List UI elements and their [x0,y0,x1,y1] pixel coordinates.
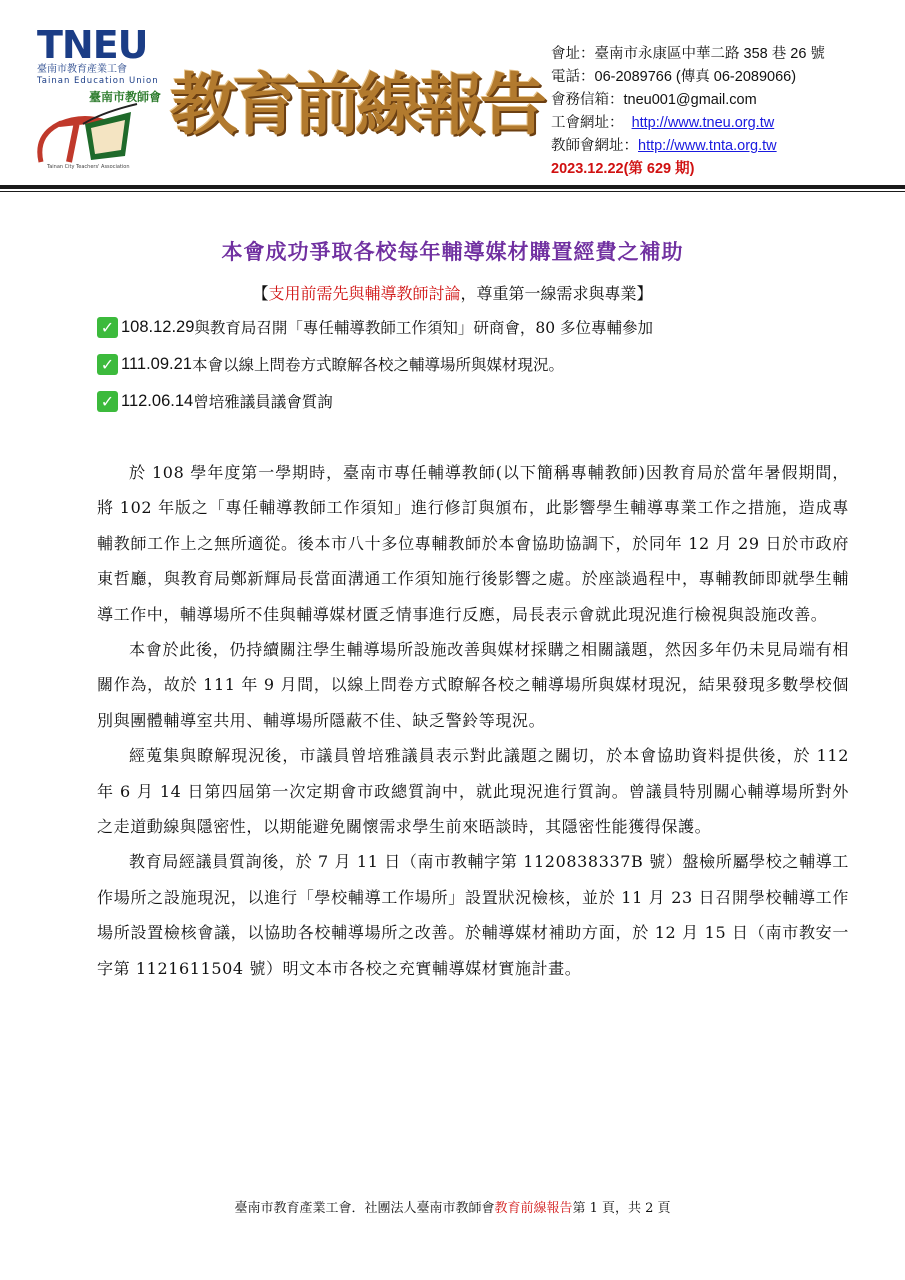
body-paragraph: 本會於此後，仍持續關注學生輔導場所設施改善與媒材採購之相關議題，然因多年仍未見局端有相關作為，故於 111 年 9 月間，以線上問卷方式瞭解各校之輔導場所與媒材現況，結果發現多數學校個別與團體輔導室共用、輔導場所隱蔽不佳、缺乏警鈴等現況。 [97,640,849,730]
contact-address: 會址：臺南市永康區中華二路 358 巷 26 號 [551,46,825,62]
tneu-logo [37,23,161,86]
footer-page-number: 第 1 頁，共 2 頁 [572,1201,671,1216]
check-icon: ✓ [97,317,118,338]
issue-number: 2023.12.22(第 629 期) [551,161,695,177]
page-footer [0,1197,905,1216]
article-subtitle [0,281,905,304]
check-icon: ✓ [97,354,118,375]
bullet-item [97,390,333,412]
contact-phone: 電話：06-2089766 (傳真 06-2089066) [551,69,797,85]
contact-teachers-site [551,135,825,158]
tnta-name: 臺南市教師會 [89,90,162,104]
article-title: 本會成功爭取各校每年輔導媒材購置經費之補助 [221,239,684,264]
subtitle-rest: ，尊重第一線需求與專業】 [460,284,653,303]
masthead-title: 教育前線報告 [170,65,542,144]
masthead [170,30,550,180]
bullet-item [97,353,564,375]
tnta-english: Tainan City Teachers' Association [47,164,130,170]
contact-email: 會務信箱：tneu001@gmail.com [551,92,757,108]
bullet-text: 與教育局召開「專任輔導教師工作須知」研商會，80 多位專輔參加 [194,319,654,337]
bullet-date: 111.09.21 [121,354,192,373]
body-paragraph: 經蒐集與瞭解現況後，市議員曾培雅議員表示對此議題之關切，於本會協助資料提供後，於 112 年 6 月 14 日第四屆第一次定期會市政總質詢中，就此現況進行質詢。曾議員特別關心輔導場所對外之走道動線與隱密性，以期能避免關懷需求學生前來晤談時，其隱密性能獲得保護。 [97,746,849,837]
tnta-logo [33,84,162,180]
header-rule-thin [0,191,905,192]
tneu-logo-text: TNEU [37,23,148,67]
bullet-date: 112.06.14 [121,391,194,410]
teachers-site-label: 教師會網址： [551,138,638,154]
bullet-item [97,316,653,338]
footer-org: 臺南市教育產業工會．社團法人臺南市教師會 [234,1201,495,1216]
body-paragraph: 教育局經議員質詢後，於 7 月 11 日（南市教輔字第 1120838337B 號）盤檢所屬學校之輔導工作場所之設施現況，以進行「學校輔導工作場所」設置狀況檢核，並於 11 月 23 日召開學校輔導工作場所設置檢核會議，以協助各校輔導場所之改善。於輔導媒材補助方面，於 12 月 15 日（南市教安一字第 1121611504 號）明文本市各校之充實輔導媒材實施計畫。 [97,852,849,978]
union-site-label: 工會網址： [551,115,624,131]
subtitle-open: 【 [252,284,269,303]
bullet-text: 本會以線上問卷方式瞭解各校之輔導場所與媒材現況。 [191,356,564,374]
tneu-name: 臺南市教育產業工會 [37,64,127,75]
union-site-link[interactable]: http://www.tneu.org.tw [631,115,775,131]
bullet-date: 108.12.29 [121,317,195,336]
body-paragraph: 於 108 學年度第一學期時，臺南市專任輔導教師(以下簡稱專輔教師)因教育局於當年暑假期間，將 102 年版之「專任輔導教師工作須知」進行修訂與頒布，此影響學生輔導專業工作之措施，造成專輔教師工作上之無所適從。後本市八十多位專輔教師於本會協助協調下，於同年 12 月 29 日於市政府東哲廳，與教育局鄭新輝局長當面溝通工作須知施行後影響之處。於座談過程中，專輔教師即就學生輔導工作中，輔導場所不佳與輔導媒材匱乏情事進行反應，局長表示會就此現況進行檢視與設施改善。 [97,463,849,624]
header [0,0,905,195]
check-icon: ✓ [97,391,118,412]
tneu-english: Tainan Education Union [37,76,159,86]
footer-publication: 教育前線報告 [494,1201,573,1216]
bullet-text: 曾培雅議員議會質詢 [193,393,333,411]
header-rule-thick [0,185,905,189]
teachers-site-link[interactable]: http://www.tnta.org.tw [638,138,777,154]
contact-block [551,43,825,181]
contact-union-site [551,112,825,135]
subtitle-red: 支用前需先與輔導教師討論 [268,284,461,303]
article-body [97,455,849,986]
